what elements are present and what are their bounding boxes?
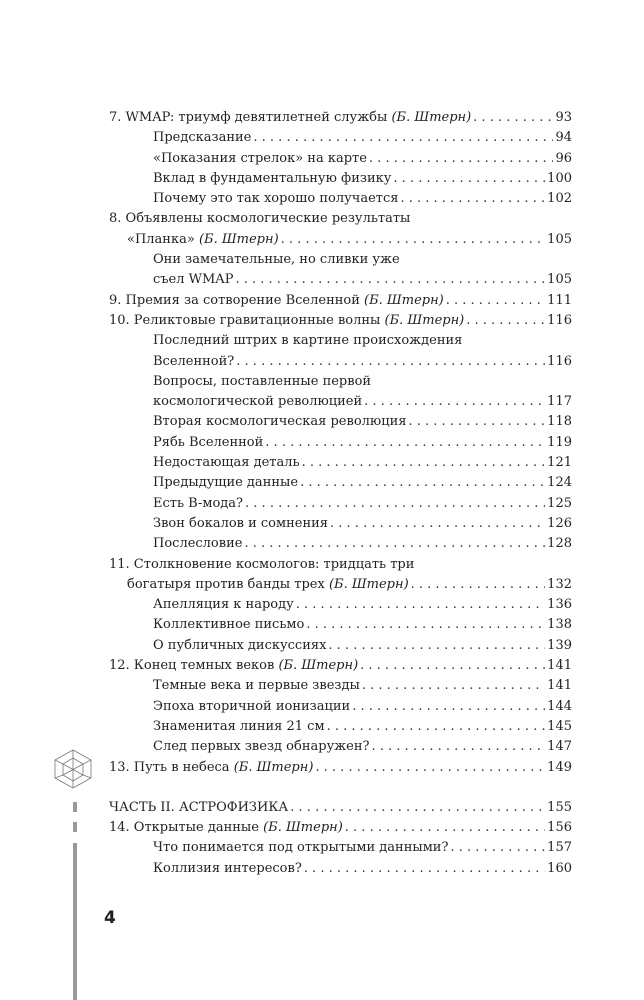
toc-entry[interactable] <box>109 412 572 432</box>
table-of-contents <box>109 108 572 879</box>
leader-dots <box>296 595 545 615</box>
toc-entry-title: Вопросы, поставленные первой <box>153 373 372 389</box>
toc-entry[interactable] <box>109 595 572 615</box>
toc-entry-title: 14. Открытые данные (Б. Штерн) <box>109 820 343 836</box>
toc-entry-page: 132 <box>547 576 572 592</box>
toc-entry-title: 7. WMAP: триумф девятилетней службы (Б. Штерн) <box>109 110 472 125</box>
toc-entry-title: 10. Реликтовые гравитационные волны (Б. Штерн) <box>109 312 465 328</box>
toc-entry[interactable] <box>109 555 572 575</box>
leader-dots <box>253 128 553 148</box>
toc-entry[interactable] <box>109 473 572 493</box>
toc-entry-author: (Б. Штерн) <box>263 820 343 836</box>
toc-entry-title: «Планка» (Б. Штерн) <box>127 231 279 247</box>
toc-entry-title: Коллизия интересов? <box>153 860 302 876</box>
toc-entry-title: Вторая космологическая революция <box>153 414 407 430</box>
toc-entry-page: 100 <box>547 170 572 186</box>
leader-dots <box>306 615 545 635</box>
toc-entry[interactable] <box>109 250 572 270</box>
leader-dots <box>372 737 546 757</box>
toc-entry[interactable] <box>109 758 572 778</box>
toc-entry-title: Они замечательные, но сливки уже <box>153 252 400 268</box>
leader-dots <box>362 676 545 696</box>
toc-entry-page: 111 <box>547 292 572 308</box>
toc-entry-page: 124 <box>547 475 572 491</box>
toc-entry[interactable] <box>109 311 572 331</box>
toc-entry-page: 105 <box>547 231 572 247</box>
toc-entry-title: съел WMAP <box>153 272 234 288</box>
leader-dots <box>244 534 545 554</box>
toc-entry-title: Вселенной? <box>153 353 235 369</box>
toc-entry-title: След первых звезд обнаружен? <box>153 739 370 755</box>
toc-entry[interactable] <box>109 494 572 514</box>
toc-entry-title: Темные века и первые звезды <box>153 678 360 694</box>
toc-entry-page: 121 <box>547 455 572 471</box>
leader-dots <box>235 270 545 290</box>
toc-entry[interactable] <box>109 209 572 229</box>
toc-entry-page: 157 <box>547 840 572 856</box>
leader-dots <box>450 838 545 858</box>
leader-dots <box>352 697 545 717</box>
toc-entry-title: О публичных дискуссиях <box>153 637 327 653</box>
toc-entry[interactable] <box>109 372 572 392</box>
toc-entry-page: 118 <box>547 414 572 430</box>
leader-dots <box>236 352 545 372</box>
toc-entry-page: 116 <box>547 312 572 328</box>
leader-dots <box>304 859 545 879</box>
leader-dots <box>408 412 545 432</box>
toc-entry-page: 156 <box>547 820 572 836</box>
toc-entry[interactable] <box>109 392 572 412</box>
toc-entry-title: 8. Объявлены космологические результаты <box>109 211 411 227</box>
toc-entry-title: Что понимается под открытыми данными? <box>153 840 449 856</box>
toc-entry-page: 96 <box>555 150 572 166</box>
toc-entry[interactable] <box>109 697 572 717</box>
margin-bar <box>73 843 77 1000</box>
leader-dots <box>300 473 545 493</box>
hypercube-icon <box>52 748 94 790</box>
leader-dots <box>245 494 545 514</box>
toc-entry-title: Знаменитая линия 21 см <box>153 718 325 734</box>
leader-dots <box>281 230 546 250</box>
leader-dots <box>315 758 545 778</box>
toc-entry[interactable] <box>109 331 572 351</box>
toc-entry[interactable] <box>109 514 572 534</box>
toc-entry-title: 12. Конец темных веков (Б. Штерн) <box>109 658 359 674</box>
page-number: 4 <box>104 908 116 928</box>
toc-entry[interactable] <box>109 575 572 595</box>
leader-dots <box>330 514 545 534</box>
toc-entry-title: Есть B-мода? <box>153 495 244 511</box>
toc-entry-title: «Показания стрелок» на карте <box>153 150 367 166</box>
toc-entry[interactable] <box>109 291 572 311</box>
toc-entry-page: 119 <box>547 434 572 450</box>
toc-entry-page: 160 <box>547 860 572 876</box>
toc-entry-page: 147 <box>547 739 572 755</box>
toc-entry-title: Послесловие <box>153 536 243 552</box>
toc-entry-page: 94 <box>555 130 572 146</box>
toc-entry[interactable] <box>109 615 572 635</box>
toc-entry[interactable] <box>109 352 572 372</box>
toc-entry-page: 128 <box>547 536 572 552</box>
toc-entry-title: 13. Путь в небеса (Б. Штерн) <box>109 759 314 775</box>
toc-entry[interactable] <box>109 859 572 879</box>
toc-entry[interactable] <box>109 534 572 554</box>
toc-entry-page: 117 <box>547 394 572 410</box>
toc-entry-title: 9. Премия за сотворение Вселенной (Б. Штерн) <box>109 292 444 308</box>
toc-entry[interactable] <box>109 838 572 858</box>
leader-dots <box>328 636 545 656</box>
toc-entry[interactable] <box>109 108 572 128</box>
leader-dots <box>369 149 554 169</box>
toc-entry-author: (Б. Штерн) <box>364 292 444 308</box>
toc-entry-author: (Б. Штерн) <box>278 658 359 674</box>
leader-dots <box>466 311 545 331</box>
toc-entry-title: Недостающая деталь <box>153 455 300 471</box>
leader-dots <box>265 433 545 453</box>
toc-entry-page: 138 <box>547 617 572 633</box>
toc-entry-page: 144 <box>547 698 572 714</box>
toc-entry-title: космологической революцией <box>153 394 363 410</box>
leader-dots <box>327 717 546 737</box>
toc-entry-page: 116 <box>547 353 572 369</box>
leader-dots <box>446 291 545 311</box>
toc-entry[interactable] <box>109 737 572 757</box>
toc-entry-title: Почему это так хорошо получается <box>153 191 399 207</box>
margin-tick <box>73 802 77 812</box>
toc-entry[interactable] <box>109 656 572 676</box>
toc-entry-author: (Б. Штерн) <box>233 759 314 775</box>
toc-entry-title: Вклад в фундаментальную физику <box>153 170 392 186</box>
toc-entry-title: Предсказание <box>153 130 252 146</box>
toc-entry[interactable] <box>109 169 572 189</box>
toc-entry[interactable] <box>109 636 572 656</box>
leader-dots <box>360 656 545 676</box>
toc-entry-title: Звон бокалов и сомнения <box>153 515 329 531</box>
leader-dots <box>302 453 546 473</box>
margin-tick <box>73 822 77 832</box>
leader-dots <box>290 798 545 818</box>
toc-entry-page: 105 <box>547 272 572 288</box>
toc-entry-title: ЧАСТЬ II. АСТРОФИЗИКА <box>109 799 289 815</box>
toc-entry-page: 136 <box>547 597 572 613</box>
toc-entry-page: 155 <box>547 799 572 815</box>
leader-dots <box>364 392 545 412</box>
toc-entry-page: 141 <box>547 678 572 694</box>
toc-entry-author: (Б. Штерн) <box>328 576 409 592</box>
toc-entry[interactable] <box>109 149 572 169</box>
toc-entry-author: (Б. Штерн) <box>391 110 472 125</box>
toc-entry-page: 102 <box>547 191 572 207</box>
toc-entry[interactable] <box>109 453 572 473</box>
toc-entry-page: 125 <box>547 495 572 511</box>
toc-entry[interactable] <box>109 270 572 290</box>
toc-entry[interactable] <box>109 818 572 838</box>
toc-entry[interactable] <box>109 189 572 209</box>
toc-entry-page: 145 <box>547 718 572 734</box>
toc-entry-title: 11. Столкновение космологов: тридцать три <box>109 556 415 572</box>
leader-dots <box>473 108 553 128</box>
leader-dots <box>393 169 545 189</box>
toc-entry[interactable] <box>109 717 572 737</box>
toc-entry-title: Коллективное письмо <box>153 617 305 633</box>
toc-entry-page: 126 <box>547 515 572 531</box>
leader-dots <box>411 575 546 595</box>
toc-entry-page: 141 <box>547 658 572 674</box>
toc-entry-title: Апелляция к народу <box>153 597 294 613</box>
toc-entry[interactable] <box>109 798 572 818</box>
toc-entry-author: (Б. Штерн) <box>198 231 279 247</box>
toc-entry-page: 139 <box>547 637 572 653</box>
toc-entry[interactable] <box>109 230 572 250</box>
leader-dots <box>345 818 545 838</box>
toc-entry[interactable] <box>109 128 572 148</box>
toc-entry-title: Последний штрих в картине происхождения <box>153 333 463 349</box>
toc-entry-page: 149 <box>547 759 572 775</box>
toc-entry-author: (Б. Штерн) <box>384 312 465 328</box>
toc-entry-title: Эпоха вторичной ионизации <box>153 698 351 714</box>
leader-dots <box>400 189 545 209</box>
toc-entry[interactable] <box>109 433 572 453</box>
toc-entry-title: богатыря против банды трех (Б. Штерн) <box>127 576 409 592</box>
toc-entry[interactable] <box>109 676 572 696</box>
toc-entry-title: Предыдущие данные <box>153 475 299 491</box>
toc-entry-page: 93 <box>555 110 572 125</box>
toc-entry-title: Рябь Вселенной <box>153 434 264 450</box>
